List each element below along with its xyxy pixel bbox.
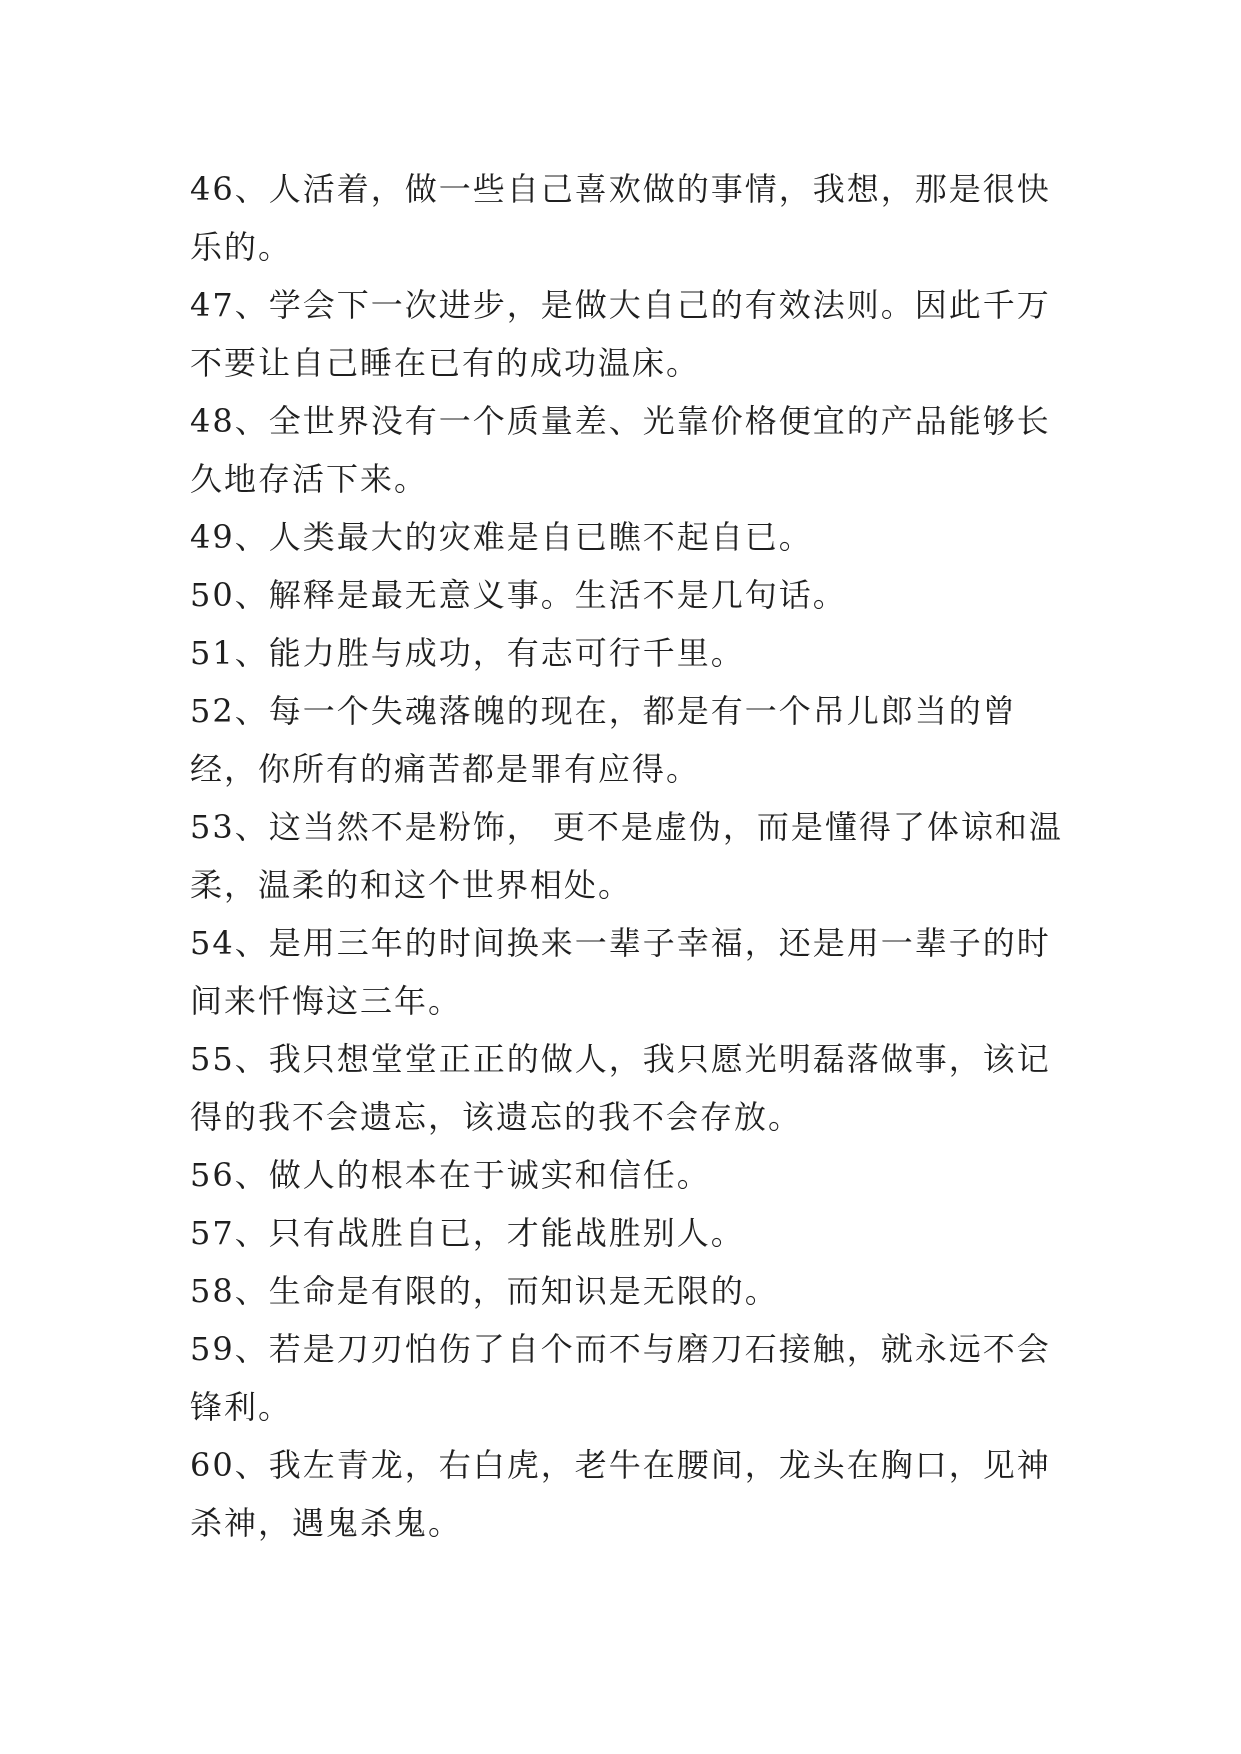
quote-58: 58、生命是有限的，而知识是无限的。 [190,1272,779,1310]
quote-47: 47、学会下一次进步，是做大自己的有效法则。因此千万不要让自己睡在已有的成功温床。 [190,286,1051,382]
quote-57: 57、只有战胜自已，才能战胜别人。 [190,1214,745,1252]
quote-54: 54、是用三年的时间换来一辈子幸福，还是用一辈子的时间来忏悔这三年。 [190,924,1051,1020]
quote-48: 48、全世界没有一个质量差、光靠价格便宜的产品能够长久地存活下来。 [190,402,1051,498]
quote-list [190,160,1070,1552]
quote-53: 53、这当然不是粉饰， 更不是虚伪，而是懂得了体谅和温柔，温柔的和这个世界相处。 [190,808,1063,904]
quote-60: 60、我左青龙，右白虎，老牛在腰间，龙头在胸口，见神杀神，遇鬼杀鬼。 [190,1446,1051,1542]
quote-59: 59、若是刀刃怕伤了自个而不与磨刀石接触，就永远不会锋利。 [190,1330,1051,1426]
quote-50: 50、解释是最无意义事。生活不是几句话。 [190,576,847,614]
quote-51: 51、能力胜与成功，有志可行千里。 [190,634,745,672]
quote-56: 56、做人的根本在于诚实和信任。 [190,1156,711,1194]
quote-55: 55、我只想堂堂正正的做人，我只愿光明磊落做事，该记得的我不会遗忘，该遗忘的我不会存放。 [190,1040,1051,1136]
quote-46: 46、人活着，做一些自己喜欢做的事情，我想，那是很快乐的。 [190,170,1051,266]
quote-52: 52、每一个失魂落魄的现在，都是有一个吊儿郎当的曾经，你所有的痛苦都是罪有应得。 [190,692,1017,788]
quote-49: 49、人类最大的灾难是自已瞧不起自已。 [190,518,813,556]
